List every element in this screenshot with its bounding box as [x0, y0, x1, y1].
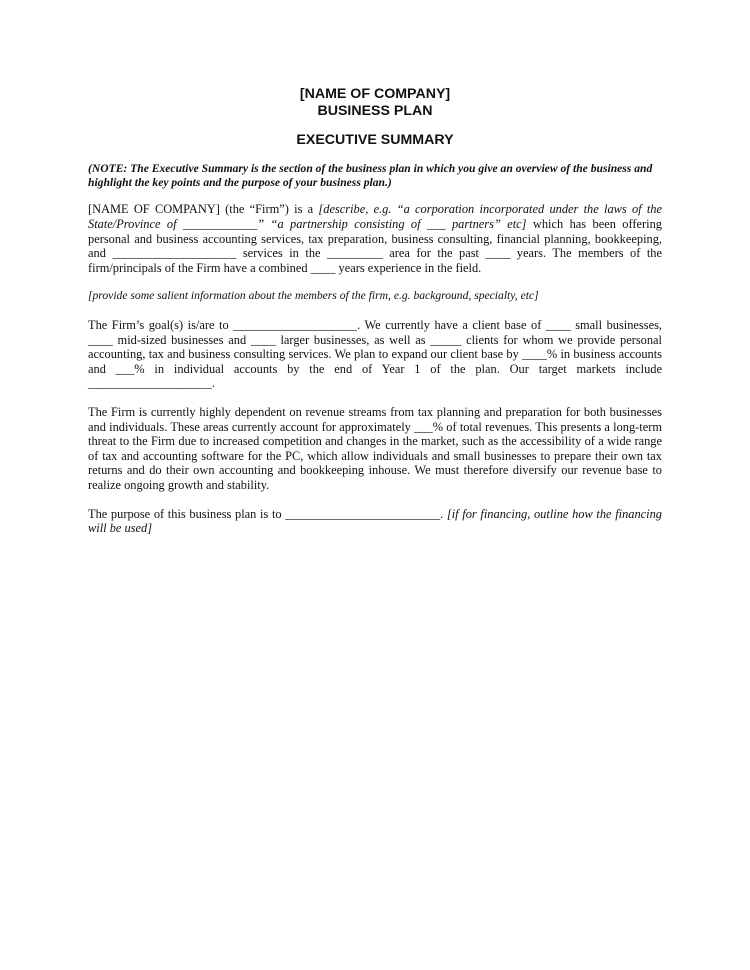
company-overview-start: [NAME OF COMPANY] (the “Firm”) is a [88, 202, 319, 217]
executive-summary-note: (NOTE: The Executive Summary is the section of the business plan in which you give an overview of the business and highlight the key points and the purpose of your business plan.) [88, 162, 653, 190]
goals-paragraph: The Firm’s goal(s) is/are to ____________________. We currently have a client base of ____ small businesses, ____ mid-sized businesses and ____ larger businesses, as well as _____ clients for whom we provide personal accounting, tax and business consulting services. We plan to expand our client base by ____% in business accounts and ___% in individual accounts by the end of Year 1 of the plan. Our target markets include ____________________. [88, 317, 662, 391]
purpose-paragraph [88, 507, 662, 536]
revenue-paragraph: The Firm is currently highly dependent on revenue streams from tax planning and preparation for both businesses and individuals. These areas currently account for approximately ___% of total revenues. This presents a long-term threat to the Firm due to increased competition and changes in the market, such as the accessibility of a wide range of tax and accounting software for the PC, which allow individuals and small businesses to prepare their own tax returns and do their own accounting and bookkeeping inhouse. We must therefore diversify our revenue base to realize ongoing growth and stability. [88, 404, 662, 492]
purpose-start: The purpose of this business plan is to _________________________. [88, 506, 447, 521]
members-info-prompt: [provide some salient information about the members of the firm, e.g. background, specialty, etc] [88, 289, 539, 303]
document-page [88, 86, 662, 550]
company-name-title: [NAME OF COMPANY] [299, 86, 451, 102]
business-plan-title: BUSINESS PLAN [317, 103, 433, 119]
document-title [88, 86, 662, 120]
financing-placeholder: [if for financing, outline how the financing will be used] [88, 506, 662, 536]
company-description-placeholder: [describe, e.g. “a corporation incorporated under the laws of the State/Province of ____________” “a partnership consisting of ___ partners” etc] [88, 202, 662, 231]
company-overview-rest: which has been offering personal and business accounting services, tax preparation, business consulting, financial planning, bookkeeping, and ____________________ services in the _________ area for the past ____ years. The members of the firm/principals of the Firm have a combined ____ years experience in the field. [88, 217, 662, 275]
company-overview-paragraph [88, 202, 662, 275]
executive-summary-heading: EXECUTIVE SUMMARY [296, 132, 454, 148]
